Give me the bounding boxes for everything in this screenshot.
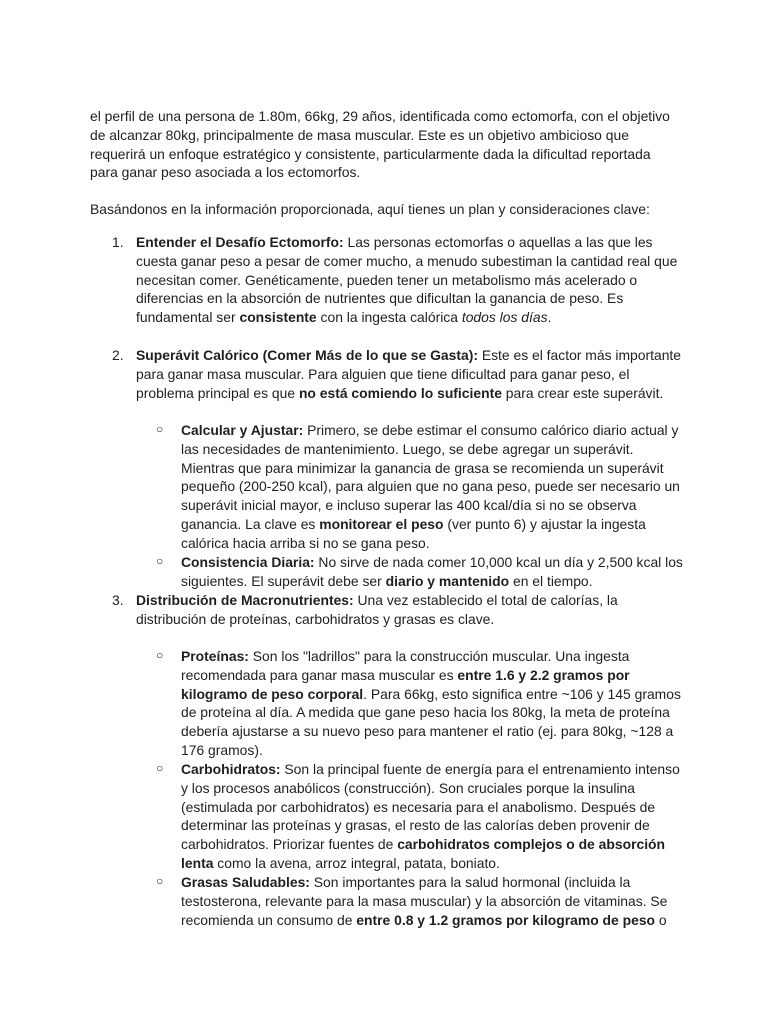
sub-item-consistencia (156, 553, 684, 591)
sub-item-title: Carbohidratos: (181, 761, 281, 777)
item-title: Distribución de Macronutrientes: (136, 592, 354, 608)
bullet-circle: ○ (156, 554, 164, 568)
bullet-circle: ○ (156, 648, 164, 662)
list-item-2 (112, 346, 682, 402)
sub-item-proteinas (156, 647, 684, 760)
list-item-1 (112, 233, 682, 327)
sub-item-grasas (156, 873, 684, 929)
bullet-circle: ○ (156, 761, 164, 775)
sub-item-text: Consistencia Diaria: No sirve de nada comer 10,000 kcal un día y 2,500 kcal los siguientes. El superávit debe ser diario y mantenido en el tiempo. (181, 554, 683, 589)
sub-item-text: Proteínas: Son los "ladrillos" para la construcción muscular. Una ingesta recomendada para ganar masa muscular es entre 1.6 y 2.2 gramos por kilogramo de peso corporal. Para 66kg, esto significa entre ~106 y 145 gramos de proteína al día. A medida que gane peso hacia los 80kg, la meta de proteína debería ajustarse a su nuevo peso para mantener el ratio (ej. para 80kg, ~128 a 176 gramos). (181, 648, 681, 758)
list-item-text: Distribución de Macronutrientes: Una vez establecido el total de calorías, la distribución de proteínas, carbohidratos y grasas es clave. (136, 592, 618, 627)
sub-item-title: Grasas Saludables: (181, 874, 310, 890)
intro-paragraph: el perfil de una persona de 1.80m, 66kg, 29 años, identificada como ectomorfa, con el objetivo de alcanzar 80kg, principalmente de masa muscular. Este es un objetivo ambicioso que requerirá un enfoque estratégico y consistente, particularmente dada la dificultad reportada para ganar peso asociada a los ectomorfos. (90, 108, 670, 181)
list-number: 3. (112, 592, 124, 608)
sub-item-title: Proteínas: (181, 648, 249, 664)
list-number: 2. (112, 347, 124, 363)
item-title: Superávit Calórico (Comer Más de lo que se Gasta): (136, 347, 478, 363)
sub-item-text: Carbohidratos: Son la principal fuente de energía para el entrenamiento intenso y los procesos anabólicos (construcción). Son cruciales porque la insulina (estimulada por carbohidratos) es necesaria para el anabolismo. Después de determinar las proteínas y grasas, el resto de las calorías deben provenir de carbohidratos. Priorizar fuentes de carbohidratos complejos o de absorción lenta como la avena, arroz integral, patata, boniato. (181, 761, 680, 871)
item-title: Entender el Desafío Ectomorfo: (136, 234, 344, 250)
sub-item-calcular (156, 421, 684, 553)
list-item-text: Entender el Desafío Ectomorfo: Las personas ectomorfas o aquellas a las que les cuesta ganar peso a pesar de comer mucho, a menudo subestiman la cantidad real que necesitan comer. Genéticamente, pueden tener un metabolismo más acelerado o diferencias en la absorción de nutrientes que dificultan la ganancia de peso. Es fundamental ser consistente con la ingesta calórica todos los días. (136, 234, 678, 326)
sub-item-title: Consistencia Diaria: (181, 554, 315, 570)
list-item-3 (112, 591, 682, 629)
sub-item-text: Calcular y Ajustar: Primero, se debe estimar el consumo calórico diario actual y las necesidades de mantenimiento. Luego, se debe agregar un superávit. Mientras que para minimizar la ganancia de grasa se recomienda un superávit pequeño (200-250 kcal), para alguien que no gana peso, puede ser necesario un superávit inicial mayor, e incluso superar las 400 kcal/día si no se observa ganancia. La clave es monitorear el peso (ver punto 6) y ajustar la ingesta calórica hacia arriba si no se gana peso. (181, 422, 680, 551)
bullet-circle: ○ (156, 422, 164, 436)
sub-item-title: Calcular y Ajustar: (181, 422, 304, 438)
list-item-text: Superávit Calórico (Comer Más de lo que se Gasta): Este es el factor más importante para ganar masa muscular. Para alguien que tiene dificultad para ganar peso, el problema principal es que no está comiendo lo suficiente para crear este superávit. (136, 347, 682, 401)
sub-item-text: Grasas Saludables: Son importantes para la salud hormonal (incluida la testosterona, relevante para la masa muscular) y la absorción de vitaminas. Se recomienda un consumo de entre 0.8 y 1.2 gramos por kilogramo de peso o (181, 874, 668, 928)
list-number: 1. (112, 234, 124, 250)
bullet-circle: ○ (156, 874, 164, 888)
lead-paragraph: Basándonos en la información proporcionada, aquí tienes un plan y consideraciones clave: (90, 201, 650, 217)
sub-item-carbohidratos (156, 760, 684, 873)
